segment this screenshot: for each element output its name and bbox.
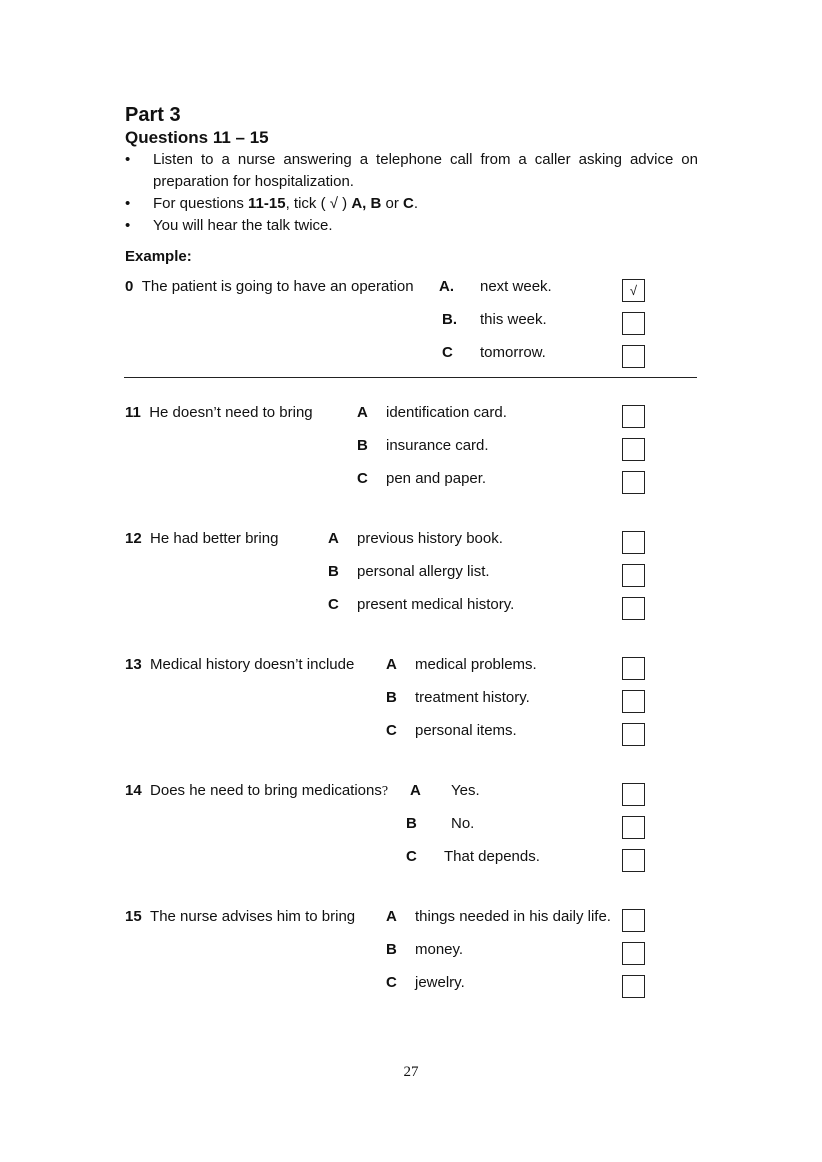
question-number: 11	[125, 404, 141, 421]
questions-title: Questions 11 – 15	[125, 128, 269, 147]
option-text: previous history book.	[357, 530, 503, 547]
answer-checkbox[interactable]	[622, 564, 645, 587]
answer-checkbox[interactable]	[622, 405, 645, 428]
tick-mark: √	[629, 283, 638, 298]
option-letter: C	[357, 470, 368, 487]
bullet-marker: •	[125, 151, 131, 168]
option-letter: B	[328, 563, 339, 580]
question-number: 14	[125, 782, 142, 799]
instruction-1: • Listen to a nurse answering a telephone call from a caller asking advice on preparation for hospitalization.	[125, 151, 698, 190]
option-letter: A	[410, 782, 421, 799]
instruction-3: • You will hear the talk twice.	[125, 215, 698, 237]
answer-checkbox[interactable]	[622, 690, 645, 713]
option-letter: A	[386, 656, 397, 673]
option-letter: C	[386, 722, 397, 739]
option-letter: A	[386, 908, 397, 925]
answer-checkbox[interactable]	[622, 312, 645, 335]
option-letter: C	[442, 344, 453, 361]
answer-checkbox[interactable]	[622, 849, 645, 872]
option-text: No.	[451, 815, 475, 832]
question-number: 12	[125, 530, 142, 547]
option-letter: C	[386, 974, 397, 991]
question-number: 0	[125, 278, 134, 295]
option-text: identification card.	[386, 404, 507, 421]
option-letter: A	[328, 530, 339, 547]
option-text: insurance card.	[386, 437, 489, 454]
answer-checkbox[interactable]	[622, 909, 645, 932]
answer-checkbox[interactable]	[622, 471, 645, 494]
question-12	[125, 530, 278, 548]
answer-checkbox[interactable]	[622, 438, 645, 461]
instruction-2: • For questions 11-15, tick ( √ ) A, B or C.	[125, 193, 698, 215]
option-letter: B	[406, 815, 417, 832]
option-text: pen and paper.	[386, 470, 487, 487]
option-text: treatment history.	[415, 689, 530, 706]
option-text: medical problems.	[415, 656, 537, 673]
answer-checkbox[interactable]	[622, 279, 645, 302]
answer-checkbox[interactable]	[622, 975, 645, 998]
question-stem: Medical history doesn’t include	[150, 656, 355, 673]
option-text: money.	[415, 941, 464, 958]
question-number: 13	[125, 656, 142, 673]
part-title: Part 3	[125, 104, 181, 126]
option-text: That depends.	[444, 848, 540, 865]
option-text: tomorrow.	[480, 344, 546, 361]
answer-checkbox[interactable]	[622, 942, 645, 965]
example-question	[125, 278, 414, 296]
example-label: Example:	[125, 248, 192, 265]
option-letter: B	[357, 437, 368, 454]
answer-checkbox[interactable]	[622, 657, 645, 680]
question-stem: He doesn’t need to bring	[149, 404, 313, 421]
answer-checkbox[interactable]	[622, 783, 645, 806]
answer-checkbox[interactable]	[622, 345, 645, 368]
option-text: personal allergy list.	[357, 563, 490, 580]
option-text: things needed in his daily life.	[415, 908, 611, 925]
bullet-marker: •	[125, 217, 131, 234]
question-15	[125, 908, 355, 926]
question-stem: He had better bring	[150, 530, 279, 547]
option-text: next week.	[480, 278, 552, 295]
option-text: personal items.	[415, 722, 517, 739]
option-text: jewelry.	[415, 974, 465, 991]
answer-checkbox[interactable]	[622, 531, 645, 554]
answer-checkbox[interactable]	[622, 816, 645, 839]
divider	[124, 377, 697, 378]
option-letter: B	[386, 941, 397, 958]
bullet-marker: •	[125, 195, 131, 212]
option-text: present medical history.	[357, 596, 515, 613]
option-text: Yes.	[451, 782, 480, 799]
answer-checkbox[interactable]	[622, 723, 645, 746]
question-stem: Does he need to bring medications	[150, 782, 382, 799]
answer-checkbox[interactable]	[622, 597, 645, 620]
question-13	[125, 656, 354, 674]
page-number: 27	[403, 1064, 419, 1080]
option-letter: B.	[442, 311, 457, 328]
question-number: 15	[125, 908, 142, 925]
question-stem: The patient is going to have an operation	[141, 278, 414, 295]
instructions-list	[125, 149, 698, 237]
question-stem: The nurse advises him to bring	[150, 908, 356, 925]
option-letter: A.	[439, 278, 454, 295]
option-letter: B	[386, 689, 397, 706]
question-14	[125, 782, 388, 801]
option-letter: C	[328, 596, 339, 613]
option-letter: C	[406, 848, 417, 865]
question-11	[125, 404, 313, 422]
question-mark: ?	[381, 784, 389, 799]
option-letter: A	[357, 404, 368, 421]
option-text: this week.	[480, 311, 547, 328]
